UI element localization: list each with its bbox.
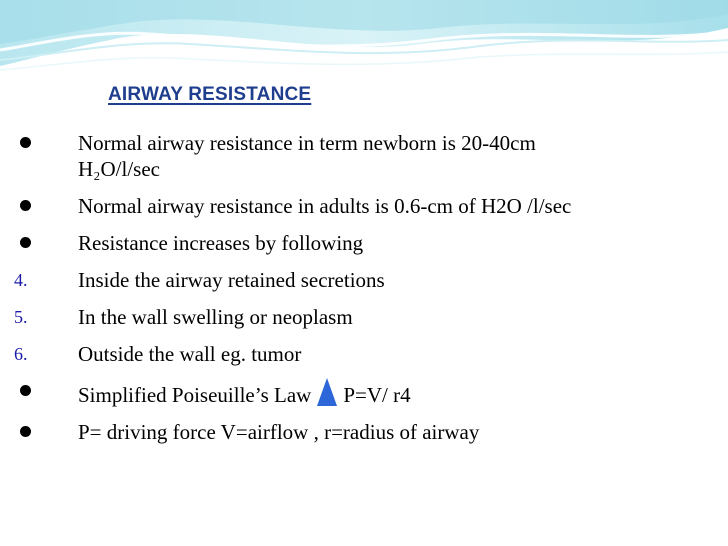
list-number: 6. bbox=[14, 344, 28, 364]
delta-triangle-icon bbox=[317, 378, 337, 406]
bullet-icon bbox=[20, 137, 31, 148]
decorative-wave-header bbox=[0, 0, 728, 80]
formula-text: P=V/ r4 bbox=[343, 383, 411, 407]
list-item-text: Resistance increases by following bbox=[78, 231, 364, 255]
list-item bbox=[14, 193, 714, 219]
list-item bbox=[14, 304, 714, 330]
bullet-icon bbox=[20, 426, 31, 437]
list-number: 4. bbox=[14, 270, 28, 290]
list-item-text: Normal airway resistance in adults is 0.6-cm of H2O /l/sec bbox=[78, 194, 572, 218]
list-item-text: P= driving force V=airflow , r=radius of airway bbox=[78, 420, 480, 444]
bullet-icon bbox=[20, 237, 31, 248]
bullet-icon bbox=[20, 200, 31, 211]
list-item bbox=[14, 341, 714, 367]
list-item bbox=[14, 419, 714, 445]
list-item-text-continued: H₂O/l/sec bbox=[78, 157, 160, 181]
list-item-text: In the wall swelling or neoplasm bbox=[78, 305, 353, 329]
list-item-text: Simplified Poiseuille’s Law bbox=[78, 383, 312, 407]
list-item-text: Outside the wall eg. tumor bbox=[78, 342, 302, 366]
list-item-text: Normal airway resistance in term newborn is 20-40cm bbox=[78, 131, 536, 155]
list-item bbox=[14, 130, 714, 182]
list-item bbox=[14, 267, 714, 293]
list-item bbox=[14, 230, 714, 256]
slide-title: AIRWAY RESISTANCE bbox=[108, 84, 312, 105]
bullet-icon bbox=[20, 385, 31, 396]
list-item bbox=[14, 378, 714, 408]
bullet-list bbox=[14, 130, 714, 456]
list-item-text: Inside the airway retained secretions bbox=[78, 268, 385, 292]
list-number: 5. bbox=[14, 307, 28, 327]
